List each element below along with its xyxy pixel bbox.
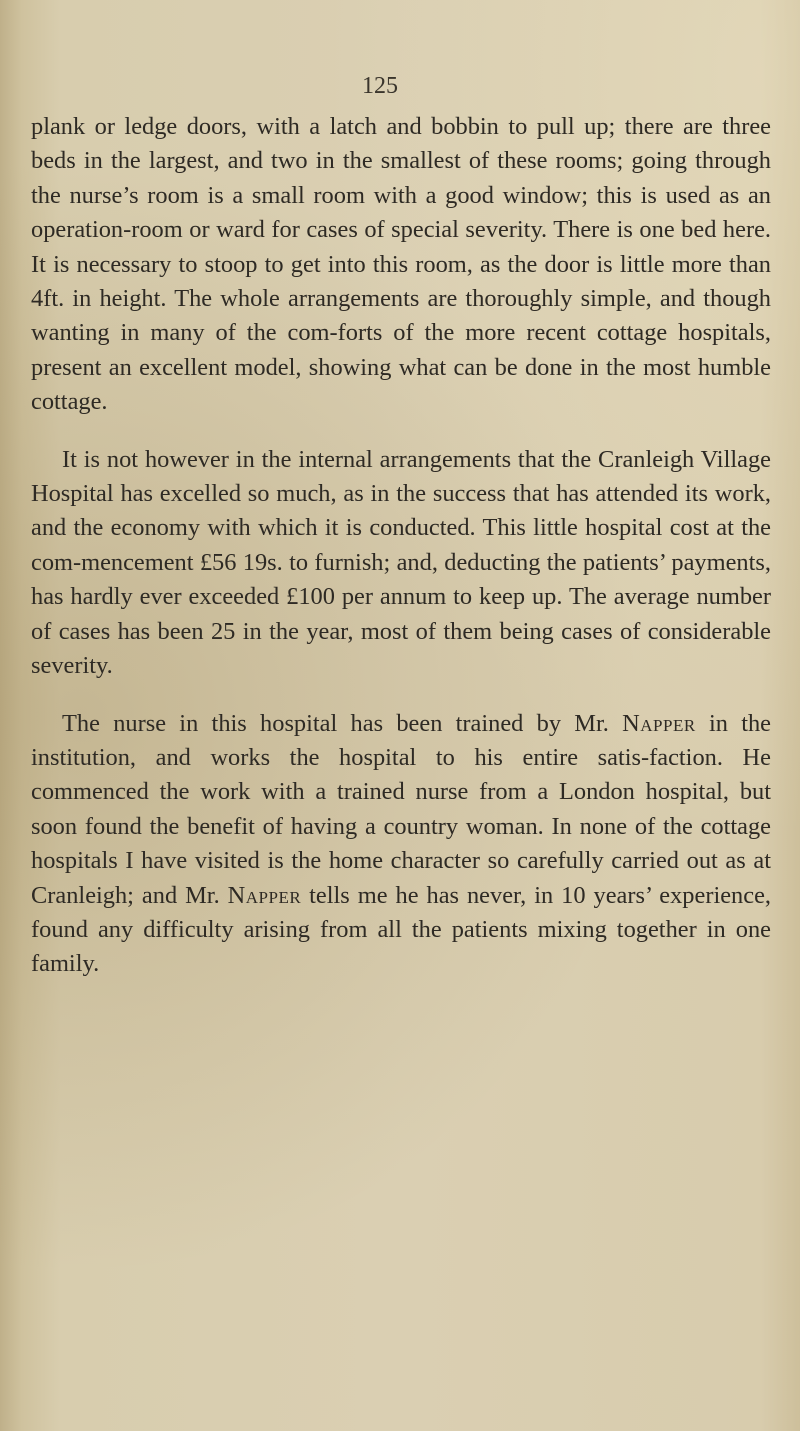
person-name-napper: Napper	[622, 709, 696, 737]
page-number: 125	[362, 73, 398, 99]
person-name-napper: Napper	[227, 881, 302, 909]
body-text	[31, 110, 771, 982]
paragraph-2: It is not however in the internal arrangements that the Cranleigh Village Hospital has excelled so much, as in the success that has attended its work, and the economy with which it is conducted. This little hospital cost at the com-mencement £56 19s. to furnish; and, deducting the patients’ payments, has hardly ever exceeded £100 per annum to keep up. The average number of cases has been 25 in the year, most of them being cases of considerable severity.	[31, 445, 771, 680]
paragraph-1: plank or ledge doors, with a latch and bobbin to pull up; there are three beds in the largest, and two in the smallest of these rooms; going through the nurse’s room is a small room with a good window; this is used as an operation-room or ward for cases of special severity. There is one bed here. It is necessary to stoop to get into this room, as the door is little more than 4ft. in height. The whole arrangements are thoroughly simple, and though wanting in many of the com-forts of the more recent cottage hospitals, present an excellent model, showing what can be done in the most humble cottage.	[31, 113, 771, 416]
paragraph-3-part-1: The nurse in this hospital has been trained by Mr.	[62, 709, 623, 737]
paragraph-3-part-2: in the institution, and works the hospital to his entire satis-faction. He commenced the work with a trained nurse from a London hospital, but soon found the benefit of having a country woman. In none of the cottage hospitals I have visited is the home character so carefully carried out as at Cranleigh; and Mr.	[31, 709, 771, 909]
paragraph-3-part-3: tells me he has never, in 10 years’ experience, found any difficulty arising from all the patients mixing together in one family.	[31, 881, 771, 978]
paragraph-3	[31, 707, 771, 982]
